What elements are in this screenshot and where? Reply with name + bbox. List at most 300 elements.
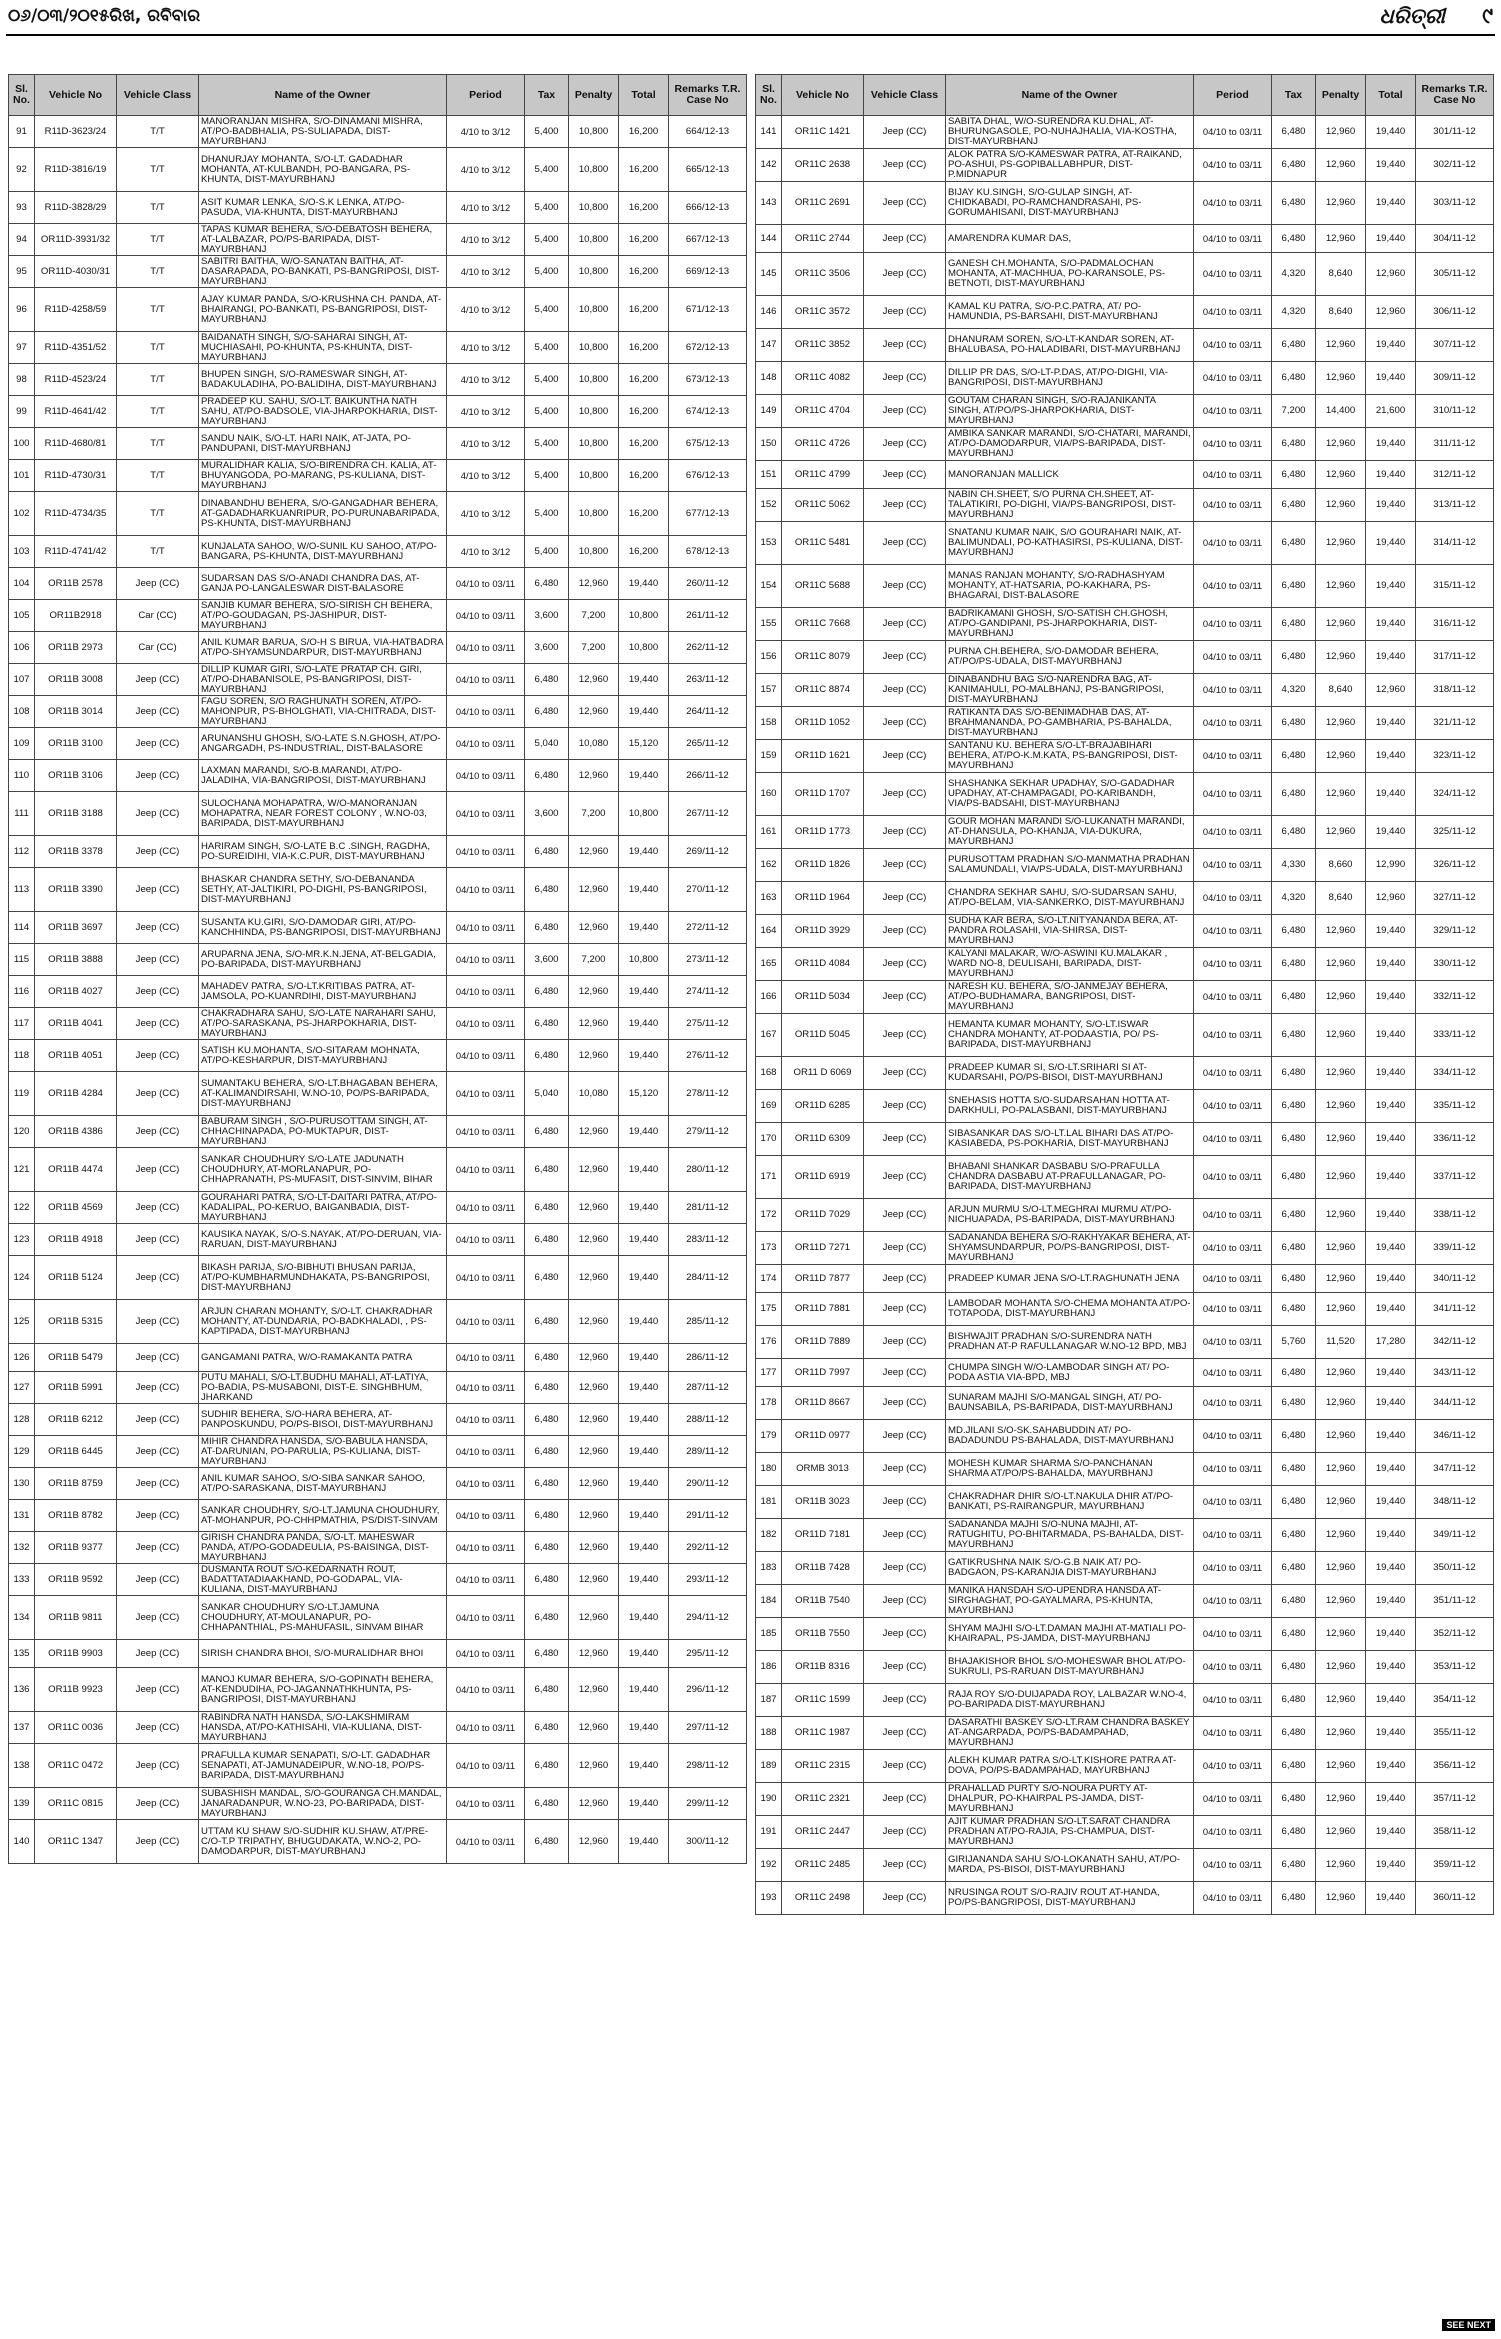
vehicle-no-cell: OR11D 7271: [782, 1232, 864, 1265]
vehicle-class-cell: Jeep (CC): [864, 1750, 946, 1783]
remarks-cell: 296/11-12: [669, 1668, 747, 1712]
total-cell: 19,440: [1366, 915, 1416, 948]
total-cell: 21,600: [1366, 395, 1416, 428]
total-cell: 19,440: [619, 1040, 669, 1072]
remarks-cell: 665/12-13: [669, 148, 747, 192]
remarks-cell: 286/11-12: [669, 1344, 747, 1372]
total-cell: 19,440: [1366, 489, 1416, 522]
period-cell: 04/10 to 03/11: [1194, 740, 1272, 773]
vehicle-no-cell: OR11B 2578: [35, 568, 117, 600]
vehicle-class-cell: T/T: [117, 428, 199, 460]
tax-cell: 6,480: [525, 868, 569, 912]
penalty-cell: 12,960: [1316, 522, 1366, 565]
tax-cell: 6,480: [525, 1224, 569, 1256]
owner-name-cell: MANIKA HANSDAH S/O-UPENDRA HANSDA AT-SIRGHAGHAT, PO-GAYALMARA, PS-KHUNTA, MAYURBHANJ: [946, 1585, 1194, 1618]
total-cell: 19,440: [1366, 1387, 1416, 1420]
remarks-cell: 266/11-12: [669, 760, 747, 792]
vehicle-no-cell: R11D-4734/35: [35, 492, 117, 536]
vehicle-no-cell: OR11B 3390: [35, 868, 117, 912]
tax-cell: 6,480: [1272, 428, 1316, 461]
owner-name-cell: SADANANDA MAJHI S/O-NUNA MAJHI, AT-RATUGHITU, PO-BHITARMADA, PS-BAHALDA, DIST-MAYURBHANJ: [946, 1519, 1194, 1552]
table-row: [756, 1057, 1494, 1090]
period-cell: 4/10 to 3/12: [447, 148, 525, 192]
vehicle-no-cell: OR11D 7881: [782, 1293, 864, 1326]
vehicle-class-cell: Jeep (CC): [864, 707, 946, 740]
table-row: [9, 1072, 747, 1116]
owner-name-cell: DHANURJAY MOHANTA, S/O-LT. GADADHAR MOHANTA, AT-KULBANDH, PO-BANGARA, PS-KHUNTA, DIST-MAYURBHANJ: [199, 148, 447, 192]
vehicle-class-cell: Jeep (CC): [117, 1820, 199, 1864]
total-cell: 19,440: [1366, 1156, 1416, 1199]
table-row: [9, 1564, 747, 1596]
remarks-cell: 295/11-12: [669, 1640, 747, 1668]
period-cell: 04/10 to 03/11: [1194, 1387, 1272, 1420]
vehicle-no-cell: OR11D 1964: [782, 882, 864, 915]
remarks-cell: 348/11-12: [1416, 1486, 1494, 1519]
vehicle-no-cell: OR11C 5481: [782, 522, 864, 565]
penalty-cell: 12,960: [1316, 489, 1366, 522]
remarks-cell: 303/11-12: [1416, 182, 1494, 225]
total-cell: 19,440: [619, 1224, 669, 1256]
penalty-cell: 12,960: [1316, 1420, 1366, 1453]
tax-cell: 4,320: [1272, 882, 1316, 915]
sl-no-cell: 180: [756, 1453, 782, 1486]
total-cell: 19,440: [619, 1008, 669, 1040]
vehicle-class-cell: T/T: [117, 536, 199, 568]
owner-name-cell: SUDHA KAR BERA, S/O-LT.NITYANANDA BERA, AT-PANDRA ROLASAHI, VIA-SHIRSA, DIST-MAYURBHANJ: [946, 915, 1194, 948]
remarks-cell: 357/11-12: [1416, 1783, 1494, 1816]
penalty-cell: 8,640: [1316, 296, 1366, 329]
remarks-cell: 269/11-12: [669, 836, 747, 868]
remarks-cell: 347/11-12: [1416, 1453, 1494, 1486]
period-cell: 04/10 to 03/11: [1194, 1882, 1272, 1915]
tax-cell: 6,480: [525, 1744, 569, 1788]
tax-cell: 5,400: [525, 288, 569, 332]
remarks-cell: 356/11-12: [1416, 1750, 1494, 1783]
tax-cell: 5,040: [525, 728, 569, 760]
table-row: [9, 148, 747, 192]
period-cell: 04/10 to 03/11: [1194, 1057, 1272, 1090]
penalty-cell: 10,800: [569, 224, 619, 256]
vehicle-class-cell: Jeep (CC): [117, 1744, 199, 1788]
total-cell: 19,440: [1366, 1783, 1416, 1816]
owner-name-cell: NRUSINGA ROUT S/O-RAJIV ROUT AT-HANDA, PO/PS-BANGRIPOSI, DIST-MAYURBHANJ: [946, 1882, 1194, 1915]
vehicle-no-cell: OR11C 8079: [782, 641, 864, 674]
tax-cell: 6,480: [1272, 1585, 1316, 1618]
tax-cell: 6,480: [525, 1192, 569, 1224]
tax-cell: 6,480: [1272, 1057, 1316, 1090]
vehicle-class-cell: Jeep (CC): [864, 1651, 946, 1684]
sl-no-cell: 144: [756, 225, 782, 253]
vehicle-no-cell: OR11B 3697: [35, 912, 117, 944]
sl-no-cell: 148: [756, 362, 782, 395]
sl-no-cell: 121: [9, 1148, 35, 1192]
vehicle-class-cell: Jeep (CC): [864, 1359, 946, 1387]
remarks-cell: 299/11-12: [669, 1788, 747, 1820]
vehicle-class-cell: Jeep (CC): [117, 1500, 199, 1532]
sl-no-cell: 155: [756, 608, 782, 641]
sl-no-cell: 181: [756, 1486, 782, 1519]
sl-no-cell: 92: [9, 148, 35, 192]
tax-cell: 6,480: [1272, 1156, 1316, 1199]
sl-no-cell: 125: [9, 1300, 35, 1344]
period-cell: 04/10 to 03/11: [447, 1256, 525, 1300]
vehicle-no-cell: OR11C 2315: [782, 1750, 864, 1783]
tax-cell: 6,480: [1272, 1816, 1316, 1849]
period-cell: 04/10 to 03/11: [447, 1116, 525, 1148]
owner-name-cell: SNATANU KUMAR NAIK, S/O GOURAHARI NAIK, AT-BALIMUNDALI, PO-KATHASIRSI, PS-KULIANA, DIST-MAYURBHANJ: [946, 522, 1194, 565]
period-cell: 04/10 to 03/11: [1194, 707, 1272, 740]
vehicle-class-cell: Jeep (CC): [117, 1300, 199, 1344]
tax-cell: 6,480: [1272, 329, 1316, 362]
table-row: [9, 600, 747, 632]
penalty-cell: 10,800: [569, 148, 619, 192]
tax-cell: 4,320: [1272, 253, 1316, 296]
vehicle-class-cell: Jeep (CC): [117, 1436, 199, 1468]
table-row: [756, 882, 1494, 915]
vehicle-class-cell: Jeep (CC): [864, 641, 946, 674]
sl-no-cell: 147: [756, 329, 782, 362]
total-cell: 19,440: [1366, 1552, 1416, 1585]
owner-name-cell: PURUSOTTAM PRADHAN S/O-MANMATHA PRADHAN SALAMUNDALI, VIA/PS-UDALA, DIST-MAYURBHANJ: [946, 849, 1194, 882]
vehicle-class-cell: Jeep (CC): [117, 1404, 199, 1436]
owner-name-cell: SHYAM MAJHI S/O-LT.DAMAN MAJHI AT-MATIALI PO-KHAIRAPAL, PS-JAMDA, DIST-MAYURBHANJ: [946, 1618, 1194, 1651]
tax-cell: 6,480: [525, 568, 569, 600]
vehicle-no-cell: OR11B 9923: [35, 1668, 117, 1712]
penalty-cell: 12,960: [1316, 1232, 1366, 1265]
vehicle-no-cell: OR11C 4799: [782, 461, 864, 489]
tax-cell: 3,600: [525, 944, 569, 976]
owner-name-cell: PRADEEP KUMAR JENA S/O-LT.RAGHUNATH JENA: [946, 1265, 1194, 1293]
penalty-cell: 10,800: [569, 332, 619, 364]
penalty-cell: 12,960: [1316, 1387, 1366, 1420]
vehicle-no-cell: OR11D 5045: [782, 1014, 864, 1057]
vehicle-class-cell: Car (CC): [117, 600, 199, 632]
vehicle-class-cell: Jeep (CC): [864, 1014, 946, 1057]
vehicle-class-cell: T/T: [117, 148, 199, 192]
owner-name-cell: AJIT KUMAR PRADHAN S/O-LT.SARAT CHANDRA PRADHAN AT/PO-RAJIA, PS-CHAMPUA, DIST-MAYURBHANJ: [946, 1816, 1194, 1849]
table-row: [756, 1293, 1494, 1326]
owner-name-cell: PRADEEP KU. SAHU, S/O-LT. BAIKUNTHA NATH SAHU, AT/PO-BADSOLE, VIA-JHARPOKHARIA, DIST-MAYURBHANJ: [199, 396, 447, 428]
tax-cell: 5,400: [525, 428, 569, 460]
vehicle-no-cell: OR11B 3014: [35, 696, 117, 728]
sl-no-cell: 118: [9, 1040, 35, 1072]
tax-cell: 3,600: [525, 632, 569, 664]
total-cell: 19,440: [1366, 1486, 1416, 1519]
penalty-cell: 10,800: [569, 364, 619, 396]
vehicle-class-cell: T/T: [117, 364, 199, 396]
vehicle-class-cell: Jeep (CC): [864, 1265, 946, 1293]
vehicle-no-cell: OR11B 8316: [782, 1651, 864, 1684]
remarks-cell: 280/11-12: [669, 1148, 747, 1192]
penalty-cell: 12,960: [1316, 915, 1366, 948]
total-cell: 19,440: [1366, 641, 1416, 674]
period-cell: 04/10 to 03/11: [1194, 1090, 1272, 1123]
tax-cell: 6,480: [525, 836, 569, 868]
vehicle-no-cell: OR11B 4041: [35, 1008, 117, 1040]
period-cell: 04/10 to 03/11: [1194, 1783, 1272, 1816]
sl-no-cell: 167: [756, 1014, 782, 1057]
vehicle-class-cell: Jeep (CC): [864, 1090, 946, 1123]
period-cell: 04/10 to 03/11: [1194, 1156, 1272, 1199]
vehicle-no-cell: OR11D 6285: [782, 1090, 864, 1123]
total-cell: 19,440: [619, 1788, 669, 1820]
remarks-cell: 355/11-12: [1416, 1717, 1494, 1750]
owner-name-cell: GIRISH CHANDRA PANDA, S/O-LT. MAHESWAR PANDA, AT/PO-GODADEULIA, PS-BAISINGA, DIST-MAYURBHANJ: [199, 1532, 447, 1564]
col-header-penalty: Penalty: [569, 75, 619, 116]
vehicle-no-cell: OR11B 5479: [35, 1344, 117, 1372]
period-cell: 04/10 to 03/11: [447, 1596, 525, 1640]
vehicle-no-cell: OR11C 4726: [782, 428, 864, 461]
owner-name-cell: PRAHALLAD PURTY S/O-NOURA PURTY AT-DHALPUR, PO-KHAIRPAL PS-JAMDA, DIST-MAYURBHANJ: [946, 1783, 1194, 1816]
remarks-cell: 360/11-12: [1416, 1882, 1494, 1915]
period-cell: 04/10 to 03/11: [447, 912, 525, 944]
owner-name-cell: KUNJALATA SAHOO, W/O-SUNIL KU SAHOO, AT/PO-BANGARA, PS-KHUNTA, DIST-MAYURBHANJ: [199, 536, 447, 568]
tax-cell: 6,480: [1272, 1783, 1316, 1816]
remarks-cell: 291/11-12: [669, 1500, 747, 1532]
vehicle-no-cell: OR11D 4084: [782, 948, 864, 981]
penalty-cell: 12,960: [569, 1192, 619, 1224]
sl-no-cell: 98: [9, 364, 35, 396]
vehicle-no-cell: R11D-4641/42: [35, 396, 117, 428]
total-cell: 19,440: [619, 1116, 669, 1148]
period-cell: 04/10 to 03/11: [447, 1564, 525, 1596]
table-row: [756, 1090, 1494, 1123]
period-cell: 04/10 to 03/11: [447, 664, 525, 696]
vehicle-no-cell: OR11B 5315: [35, 1300, 117, 1344]
period-cell: 04/10 to 03/11: [1194, 489, 1272, 522]
tax-cell: 6,480: [1272, 1486, 1316, 1519]
col-header-remarks: Remarks T.R. Case No: [1416, 75, 1494, 116]
table-row: [756, 948, 1494, 981]
vehicle-no-cell: OR11C 1421: [782, 116, 864, 149]
table-row: [9, 460, 747, 492]
penalty-cell: 12,960: [1316, 981, 1366, 1014]
tax-cell: 6,480: [1272, 1882, 1316, 1915]
owner-name-cell: SIBASANKAR DAS S/O-LT.LAL BIHARI DAS AT/PO-KASIABEDA, PS-POKHARIA, DIST-MAYURBHANJ: [946, 1123, 1194, 1156]
owner-name-cell: DHANURAM SOREN, S/O-LT-KANDAR SOREN, AT-BHALUBASA, PO-HALADIBARI, DIST-MAYURBHANJ: [946, 329, 1194, 362]
vehicle-class-cell: Jeep (CC): [864, 1519, 946, 1552]
vehicle-no-cell: OR11B 7550: [782, 1618, 864, 1651]
owner-name-cell: BHASKAR CHANDRA SETHY, S/O-DEBANANDA SETHY, AT-JALTIKIRI, PO-DIGHI, PS-BANGRIPOSI, DIST-MAYURBHANJ: [199, 868, 447, 912]
penalty-cell: 12,960: [569, 1712, 619, 1744]
tax-cell: 5,400: [525, 256, 569, 288]
period-cell: 4/10 to 3/12: [447, 116, 525, 148]
penalty-cell: 12,960: [1316, 225, 1366, 253]
remarks-cell: 351/11-12: [1416, 1585, 1494, 1618]
remarks-cell: 335/11-12: [1416, 1090, 1494, 1123]
owner-name-cell: MANOJ KUMAR BEHERA, S/O-GOPINATH BEHERA, AT-KENDUDIHA, PO-JAGANNATHKHUNTA, PS-BANGRIPOSI, DIST-MAYURBHANJ: [199, 1668, 447, 1712]
period-cell: 04/10 to 03/11: [1194, 608, 1272, 641]
period-cell: 04/10 to 03/11: [1194, 225, 1272, 253]
total-cell: 12,960: [1366, 296, 1416, 329]
vehicle-class-cell: Jeep (CC): [864, 329, 946, 362]
period-cell: 4/10 to 3/12: [447, 536, 525, 568]
vehicle-class-cell: Jeep (CC): [864, 1057, 946, 1090]
vehicle-no-cell: OR11D 8667: [782, 1387, 864, 1420]
col-header-tax: Tax: [525, 75, 569, 116]
vehicle-no-cell: OR11B 4386: [35, 1116, 117, 1148]
remarks-cell: 350/11-12: [1416, 1552, 1494, 1585]
sl-no-cell: 116: [9, 976, 35, 1008]
total-cell: 19,440: [1366, 816, 1416, 849]
sl-no-cell: 145: [756, 253, 782, 296]
tax-cell: 6,480: [525, 1300, 569, 1344]
vehicle-class-cell: Jeep (CC): [117, 1468, 199, 1500]
total-cell: 19,440: [1366, 225, 1416, 253]
period-cell: 04/10 to 03/11: [447, 976, 525, 1008]
vehicle-no-cell: OR11B 8759: [35, 1468, 117, 1500]
vehicle-class-cell: Jeep (CC): [864, 1717, 946, 1750]
table-row: [9, 1300, 747, 1344]
penalty-cell: 12,960: [1316, 1618, 1366, 1651]
penalty-cell: 12,960: [569, 1820, 619, 1864]
period-cell: 04/10 to 03/11: [447, 1040, 525, 1072]
penalty-cell: 10,800: [569, 116, 619, 148]
sl-no-cell: 193: [756, 1882, 782, 1915]
table-row: [9, 364, 747, 396]
tax-cell: 6,480: [1272, 641, 1316, 674]
penalty-cell: 12,960: [569, 1468, 619, 1500]
tax-cell: 6,480: [1272, 1717, 1316, 1750]
owner-name-cell: SUMANTAKU BEHERA, S/O-LT.BHAGABAN BEHERA, AT-KALIMANDIRSAHI, W.NO-10, PO/PS-BARIPADA, DIST-MAYURBHANJ: [199, 1072, 447, 1116]
sl-no-cell: 172: [756, 1199, 782, 1232]
table-row: [756, 1199, 1494, 1232]
vehicle-no-cell: OR11D 0977: [782, 1420, 864, 1453]
masthead: [6, 4, 1495, 32]
sl-no-cell: 114: [9, 912, 35, 944]
remarks-cell: 272/11-12: [669, 912, 747, 944]
penalty-cell: 12,960: [569, 1744, 619, 1788]
sl-no-cell: 157: [756, 674, 782, 707]
period-cell: 04/10 to 03/11: [1194, 1519, 1272, 1552]
tax-cell: 6,480: [525, 1116, 569, 1148]
remarks-cell: 294/11-12: [669, 1596, 747, 1640]
left-table-header: [9, 75, 747, 116]
remarks-cell: 667/12-13: [669, 224, 747, 256]
penalty-cell: 10,800: [569, 288, 619, 332]
owner-name-cell: ARUNANSHU GHOSH, S/O-LATE S.N.GHOSH, AT/PO-ANGARGADH, PS-INDUSTRIAL, DIST-BALASORE: [199, 728, 447, 760]
owner-name-cell: UTTAM KU SHAW S/O-SUDHIR KU.SHAW, AT/PRE-C/O-T.P TRIPATHY, BHUGUDAKATA, W.NO-2, PO-DAMODARPUR, DIST-MAYURBHANJ: [199, 1820, 447, 1864]
total-cell: 16,200: [619, 492, 669, 536]
see-next-label: SEE NEXT: [1442, 2319, 1495, 2331]
col-header-vehicle-class: Vehicle Class: [864, 75, 946, 116]
owner-name-cell: PRADEEP KUMAR SI, S/O-LT.SRIHARI SI AT-KUDARSAHI, PO/PS-BISOI, DIST-MAYURBHANJ: [946, 1057, 1194, 1090]
owner-name-cell: DILLIP PR DAS, S/O-LT-P.DAS, AT/PO-DIGHI, VIA-BANGRIPOSI, DIST-MAYURBHANJ: [946, 362, 1194, 395]
period-cell: 04/10 to 03/11: [1194, 1750, 1272, 1783]
sl-no-cell: 164: [756, 915, 782, 948]
col-header-vehicle-class: Vehicle Class: [117, 75, 199, 116]
total-cell: 19,440: [1366, 1684, 1416, 1717]
total-cell: 19,440: [1366, 1849, 1416, 1882]
owner-name-cell: NARESH KU. BEHERA, S/O-JANMEJAY BEHERA, AT/PO-BUDHAMARA, BANGRIPOSI, DIST-MAYURBHANJ: [946, 981, 1194, 1014]
remarks-cell: 312/11-12: [1416, 461, 1494, 489]
remarks-cell: 342/11-12: [1416, 1326, 1494, 1359]
table-row: [756, 1651, 1494, 1684]
vehicle-class-cell: Jeep (CC): [864, 1684, 946, 1717]
sl-no-cell: 137: [9, 1712, 35, 1744]
remarks-cell: 288/11-12: [669, 1404, 747, 1436]
owner-name-cell: SABITA DHAL, W/O-SURENDRA KU.DHAL, AT-BHURUNGASOLE, PO-NUHAJHALIA, VIA-KOSTHA, DIST-MAYURBHANJ: [946, 116, 1194, 149]
tax-cell: 6,480: [1272, 1090, 1316, 1123]
vehicle-no-cell: OR11C 7668: [782, 608, 864, 641]
period-cell: 04/10 to 03/11: [1194, 1651, 1272, 1684]
owner-name-cell: SANJIB KUMAR BEHERA, S/O-SIRISH CH BEHERA, AT/PO-GOUDAGAN, PS-JASHIPUR, DIST-MAYURBHANJ: [199, 600, 447, 632]
total-cell: 17,280: [1366, 1326, 1416, 1359]
period-cell: 04/10 to 03/11: [1194, 1552, 1272, 1585]
owner-name-cell: BHUPEN SINGH, S/O-RAMESWAR SINGH, AT-BADAKULADIHA, PO-BALIDIHA, DIST-MAYURBHANJ: [199, 364, 447, 396]
owner-name-cell: CHUMPA SINGH W/O-LAMBODAR SINGH AT/ PO-PODA ASTIA VIA-BPD, MBJ: [946, 1359, 1194, 1387]
sl-no-cell: 128: [9, 1404, 35, 1436]
table-row: [756, 182, 1494, 225]
tax-cell: 6,480: [1272, 1293, 1316, 1326]
remarks-cell: 274/11-12: [669, 976, 747, 1008]
owner-name-cell: RATIKANTA DAS S/O-BENIMADHAB DAS, AT-BRAHMANANDA, PO-GAMBHARIA, PS-BAHALDA, DIST-MAYURBHANJ: [946, 707, 1194, 740]
period-cell: 04/10 to 03/11: [447, 1404, 525, 1436]
remarks-cell: 301/11-12: [1416, 116, 1494, 149]
vehicle-class-cell: T/T: [117, 396, 199, 428]
table-row: [756, 1453, 1494, 1486]
table-row: [756, 773, 1494, 816]
vehicle-class-cell: Jeep (CC): [117, 1072, 199, 1116]
col-header-period: Period: [447, 75, 525, 116]
period-cell: 4/10 to 3/12: [447, 192, 525, 224]
table-row: [9, 1008, 747, 1040]
vehicle-no-cell: OR11B 3188: [35, 792, 117, 836]
penalty-cell: 12,960: [1316, 149, 1366, 182]
period-cell: 4/10 to 3/12: [447, 224, 525, 256]
owner-name-cell: SUNARAM MAJHI S/O-MANGAL SINGH, AT/ PO-BAUNSABILA, PS-BARIPADA, DIST-MAYURBHANJ: [946, 1387, 1194, 1420]
penalty-cell: 12,960: [1316, 1156, 1366, 1199]
table-row: [756, 1387, 1494, 1420]
remarks-cell: 323/11-12: [1416, 740, 1494, 773]
table-row: [9, 696, 747, 728]
tax-cell: 6,480: [1272, 1750, 1316, 1783]
vehicle-no-cell: OR11D 7029: [782, 1199, 864, 1232]
penalty-cell: 10,800: [569, 256, 619, 288]
tax-cell: 6,480: [525, 976, 569, 1008]
owner-name-cell: CHANDRA SEKHAR SAHU, S/O-SUDARSAN SAHU, AT/PO-BELAM, VIA-SANKERKO, DIST-MAYURBHANJ: [946, 882, 1194, 915]
table-row: [9, 1116, 747, 1148]
penalty-cell: 12,960: [1316, 641, 1366, 674]
total-cell: 16,200: [619, 192, 669, 224]
penalty-cell: 12,960: [1316, 565, 1366, 608]
period-cell: 04/10 to 03/11: [1194, 296, 1272, 329]
tax-cell: 6,480: [1272, 1519, 1316, 1552]
vehicle-class-cell: Jeep (CC): [864, 116, 946, 149]
remarks-cell: 358/11-12: [1416, 1816, 1494, 1849]
table-row: [9, 1344, 747, 1372]
right-table-header: [756, 75, 1494, 116]
period-cell: 04/10 to 03/11: [1194, 915, 1272, 948]
owner-name-cell: DASARATHI BASKEY S/O-LT.RAM CHANDRA BASKEY AT-ANGARPADA, PO/PS-BADAMPAHAD, MAYURBHANJ: [946, 1717, 1194, 1750]
vehicle-class-cell: Jeep (CC): [117, 664, 199, 696]
total-cell: 19,440: [1366, 565, 1416, 608]
vehicle-no-cell: OR11B 5991: [35, 1372, 117, 1404]
table-row: [756, 1783, 1494, 1816]
total-cell: 19,440: [619, 868, 669, 912]
remarks-cell: 283/11-12: [669, 1224, 747, 1256]
penalty-cell: 7,200: [569, 792, 619, 836]
period-cell: 04/10 to 03/11: [1194, 641, 1272, 674]
table-row: [756, 1156, 1494, 1199]
total-cell: 19,440: [1366, 1265, 1416, 1293]
owner-name-cell: SUSANTA KU.GIRI, S/O-DAMODAR GIRI, AT/PO-KANCHHINDA, PS-BANGRIPOSI, DIST-MAYURBHANJ: [199, 912, 447, 944]
sl-no-cell: 108: [9, 696, 35, 728]
penalty-cell: 12,960: [569, 1148, 619, 1192]
period-cell: 04/10 to 03/11: [1194, 773, 1272, 816]
period-cell: 04/10 to 03/11: [447, 1008, 525, 1040]
vehicle-no-cell: OR11B 6445: [35, 1436, 117, 1468]
